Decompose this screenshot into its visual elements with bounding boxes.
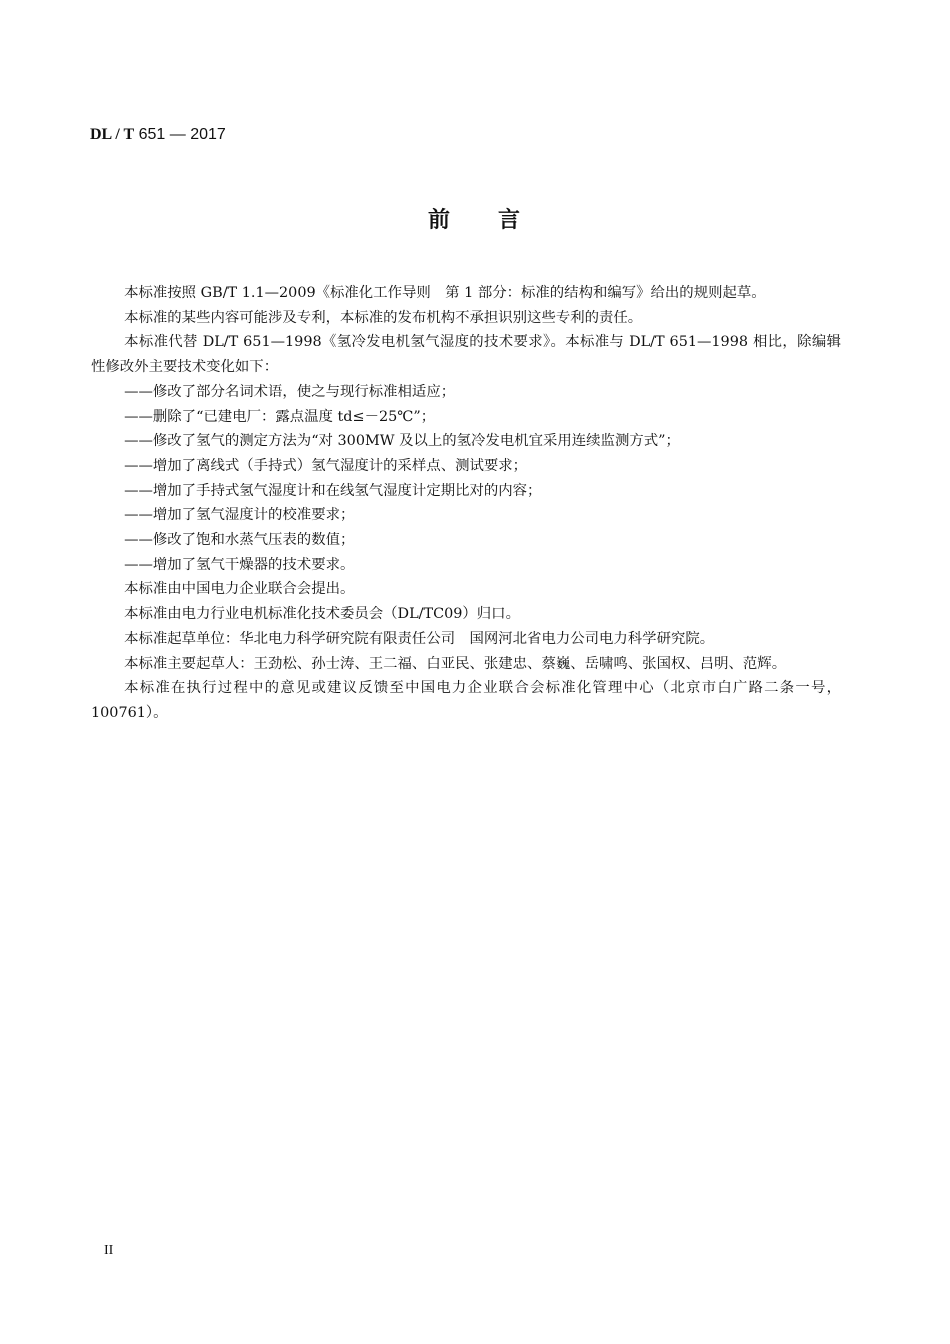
change-item: ——增加了氢气湿度计的校准要求； [124,507,355,524]
change-item: ——修改了部分名词术语，使之与现行标准相适应； [124,383,456,400]
change-item: ——修改了饱和水蒸气压表的数值； [124,532,355,549]
paragraph-drafters: 本标准主要起草人：王劲松、孙士涛、王二福、白亚民、张建忠、蔡巍、岳啸鸣、张国权、吕明、范辉。 [124,655,787,672]
paragraph-responsible-committee: 本标准由电力行业电机标准化技术委员会（DL/TC09）归口。 [124,606,520,623]
page-title-part1: 前 [427,208,452,233]
paragraph-proposer: 本标准由中国电力企业联合会提出。 [124,581,355,598]
foreword-body [91,281,841,726]
paragraph-patent-notice: 本标准的某些内容可能涉及专利，本标准的发布机构不承担识别这些专利的责任。 [124,309,643,326]
document-code [90,124,226,145]
change-item: ——删除了“已建电厂：露点温度 td≤－25℃”； [124,408,436,425]
paragraph-drafting-units: 本标准起草单位：华北电力科学研究院有限责任公司 国网河北省电力公司电力科学研究院。 [124,630,715,647]
page-title-part2: 言 [498,208,523,233]
paragraph-feedback: 本标准在执行过程中的意见或建议反馈至中国电力企业联合会标准化管理中心（北京市白广路二条一号，100761）。 [91,680,841,721]
document-code-prefix: DL / T [90,126,135,143]
document-code-number: 651 — 2017 [134,126,226,143]
change-item: ——修改了氢气的测定方法为“对 300MW 及以上的氢冷发电机宜采用连续监测方式”； [124,433,680,450]
paragraph-drafting-rules: 本标准按照 GB/T 1.1—2009《标准化工作导则 第 1 部分：标准的结构和编写》给出的规则起草。 [124,285,766,301]
change-item: ——增加了手持式氢气湿度计和在线氢气湿度计定期比对的内容； [124,482,542,499]
change-item: ——增加了离线式（手持式）氢气湿度计的采样点、测试要求； [124,457,528,474]
page-number: II [104,1243,114,1258]
page-title [0,204,950,238]
paragraph-replacement: 本标准代替 DL/T 651—1998《氢冷发电机氢气湿度的技术要求》。本标准与 DL/T 651—1998 相比，除编辑性修改外主要技术变化如下： [91,334,841,376]
change-item: ——增加了氢气干燥器的技术要求。 [124,556,355,573]
